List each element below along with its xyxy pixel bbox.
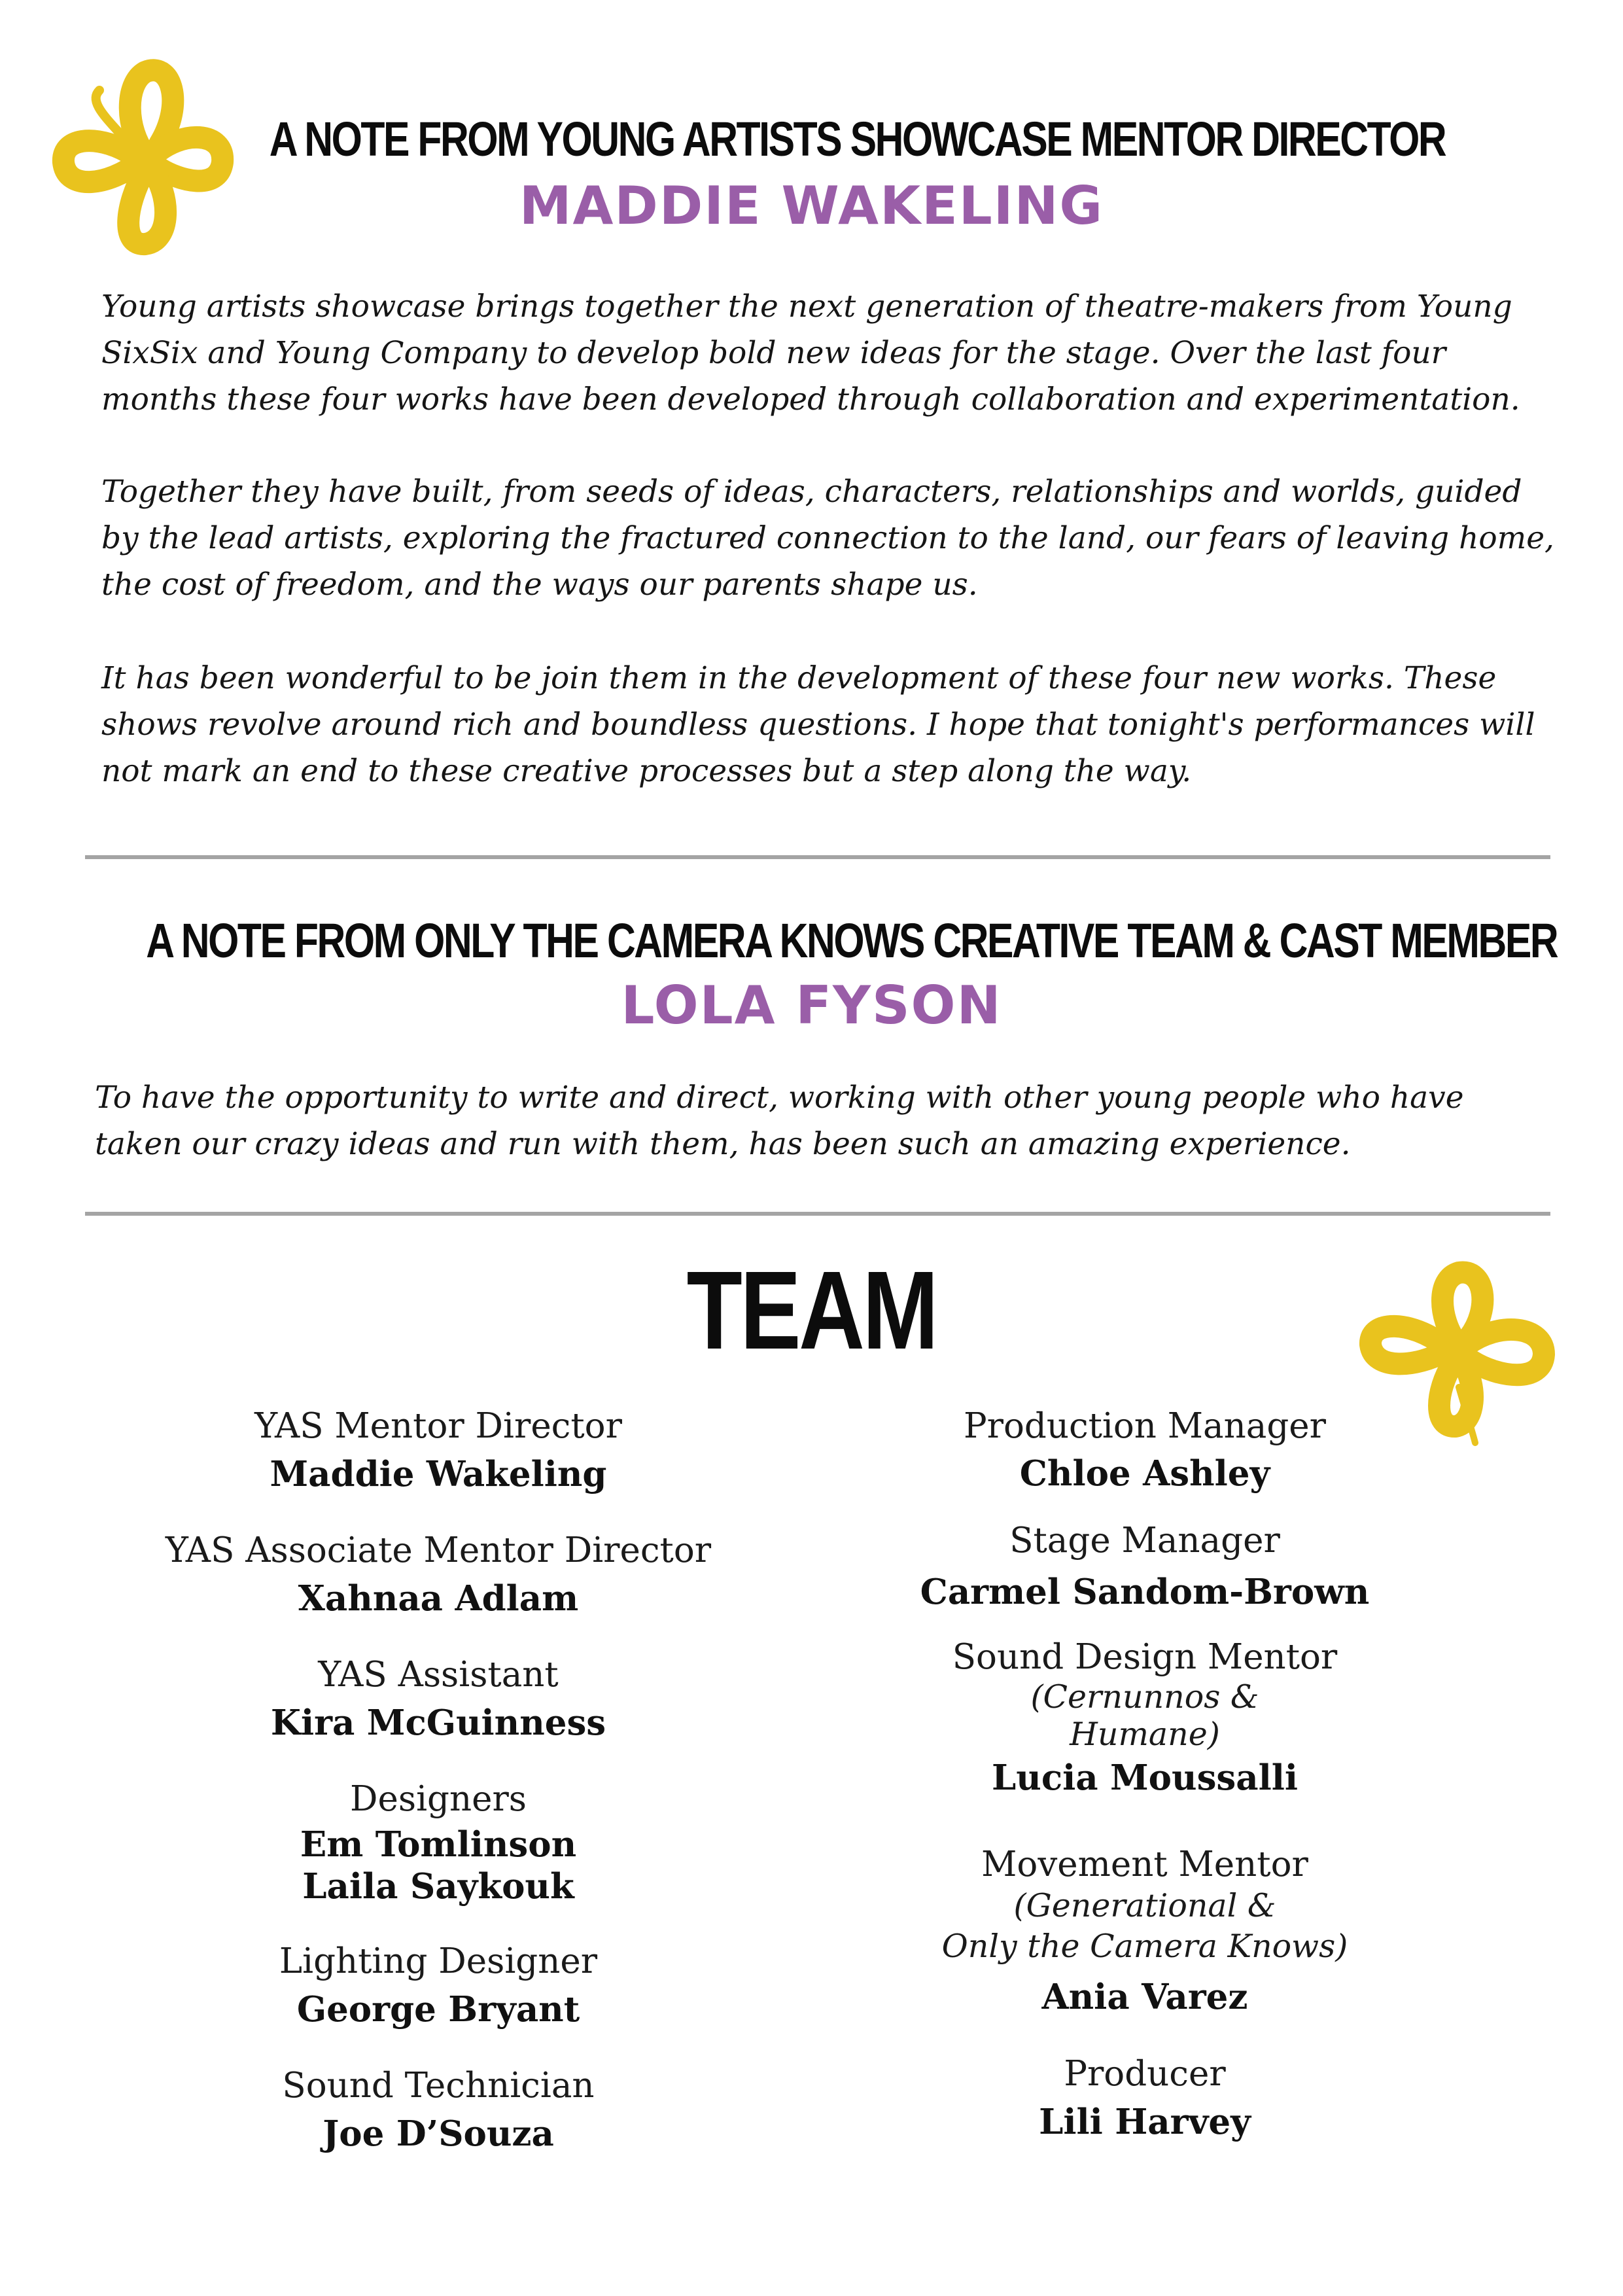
role-label: Designers [350,1779,527,1819]
person-name: Carmel Sandom-Brown [920,1572,1370,1612]
role-label: Stage Manager [1009,1521,1280,1561]
person-name: Laila Saykouk [302,1866,574,1907]
role-label: Producer [1064,2054,1226,2094]
team-entry-sound-technician [150,2065,726,2155]
person-name: Joe D’Souza [323,2113,554,2154]
role-label: YAS Mentor Director [254,1406,622,1446]
team-entry-movement-mentor [857,1844,1433,2018]
divider-rule [85,855,1550,859]
role-label: Sound Design Mentor [952,1637,1338,1677]
team-entry-production-manager [857,1405,1433,1494]
team-entry-lighting-designer [150,1941,726,2030]
person-name: Lili Harvey [1039,2102,1251,2142]
note2-paragraph-1: To have the opportunity to write and direct, working with other young people who have taken our crazy ideas and run with them, has been such an amazing experience. [95,1080,1464,1162]
person-name: Xahnaa Adlam [298,1578,579,1619]
person-name: Ania Varez [1041,1977,1248,2017]
role-label: Movement Mentor [981,1845,1308,1884]
person-name: Em Tomlinson [300,1824,577,1865]
role-note: (Cernunnos & [1030,1678,1259,1716]
person-name: George Bryant [296,1989,580,2030]
role-label: Production Manager [963,1406,1326,1446]
role-note: (Generational & [1013,1887,1276,1924]
person-name: Kira McGuinness [270,1703,606,1743]
role-note: Only the Camera Knows) [941,1928,1348,1965]
role-label: YAS Assistant [318,1655,559,1695]
note-name-lola: LOLA FYSON [621,975,1002,1036]
team-entry-sound-design-mentor [857,1636,1433,1799]
note1-paragraph-2: Together they have built, from seeds of ideas, characters, relationships and worlds, guided by the lead artists, exploring the fractured connection to the land, our fears of leaving home, the cost of freedom, and the ways our parents shape us. [101,474,1554,603]
person-name: Maddie Wakeling [270,1454,607,1494]
role-label: YAS Associate Mentor Director [165,1530,712,1570]
role-label: Sound Technician [282,2066,595,2106]
role-note: Humane) [1070,1716,1220,1753]
note1-paragraph-1: Young artists showcase brings together the next generation of theatre-makers from Young SixSix and Young Company to develop bold new ideas for the stage. Over the last four months these four works have been developed through collaboration and experimentation. [101,289,1520,417]
person-name: Lucia Moussalli [992,1757,1298,1798]
team-entry-stage-manager [857,1520,1433,1613]
team-title: TEAM [686,1248,937,1373]
team-entry-producer [857,2053,1433,2143]
role-label: Lighting Designer [279,1941,598,1981]
note-heading-mentor-director: A NOTE FROM YOUNG ARTISTS SHOWCASE MENTOR DIRECTOR [269,112,1446,166]
team-entry-yas-associate-mentor-director [150,1530,726,1619]
team-entry-yas-mentor-director [150,1405,726,1495]
note1-paragraph-3: It has been wonderful to be join them in the development of these four new works. These shows revolve around rich and boundless questions. I hope that tonight's performances will not mark an end to these creative processes but a step along the way. [101,660,1535,789]
note-name-maddie: MADDIE WAKELING [519,175,1104,236]
note-heading-camera-knows: A NOTE FROM ONLY THE CAMERA KNOWS CREATIVE TEAM & CAST MEMBER [146,913,1558,968]
person-name: Chloe Ashley [1019,1453,1270,1494]
team-entry-yas-assistant [150,1654,726,1744]
divider-rule [85,1212,1550,1216]
team-entry-designers [150,1778,726,1907]
